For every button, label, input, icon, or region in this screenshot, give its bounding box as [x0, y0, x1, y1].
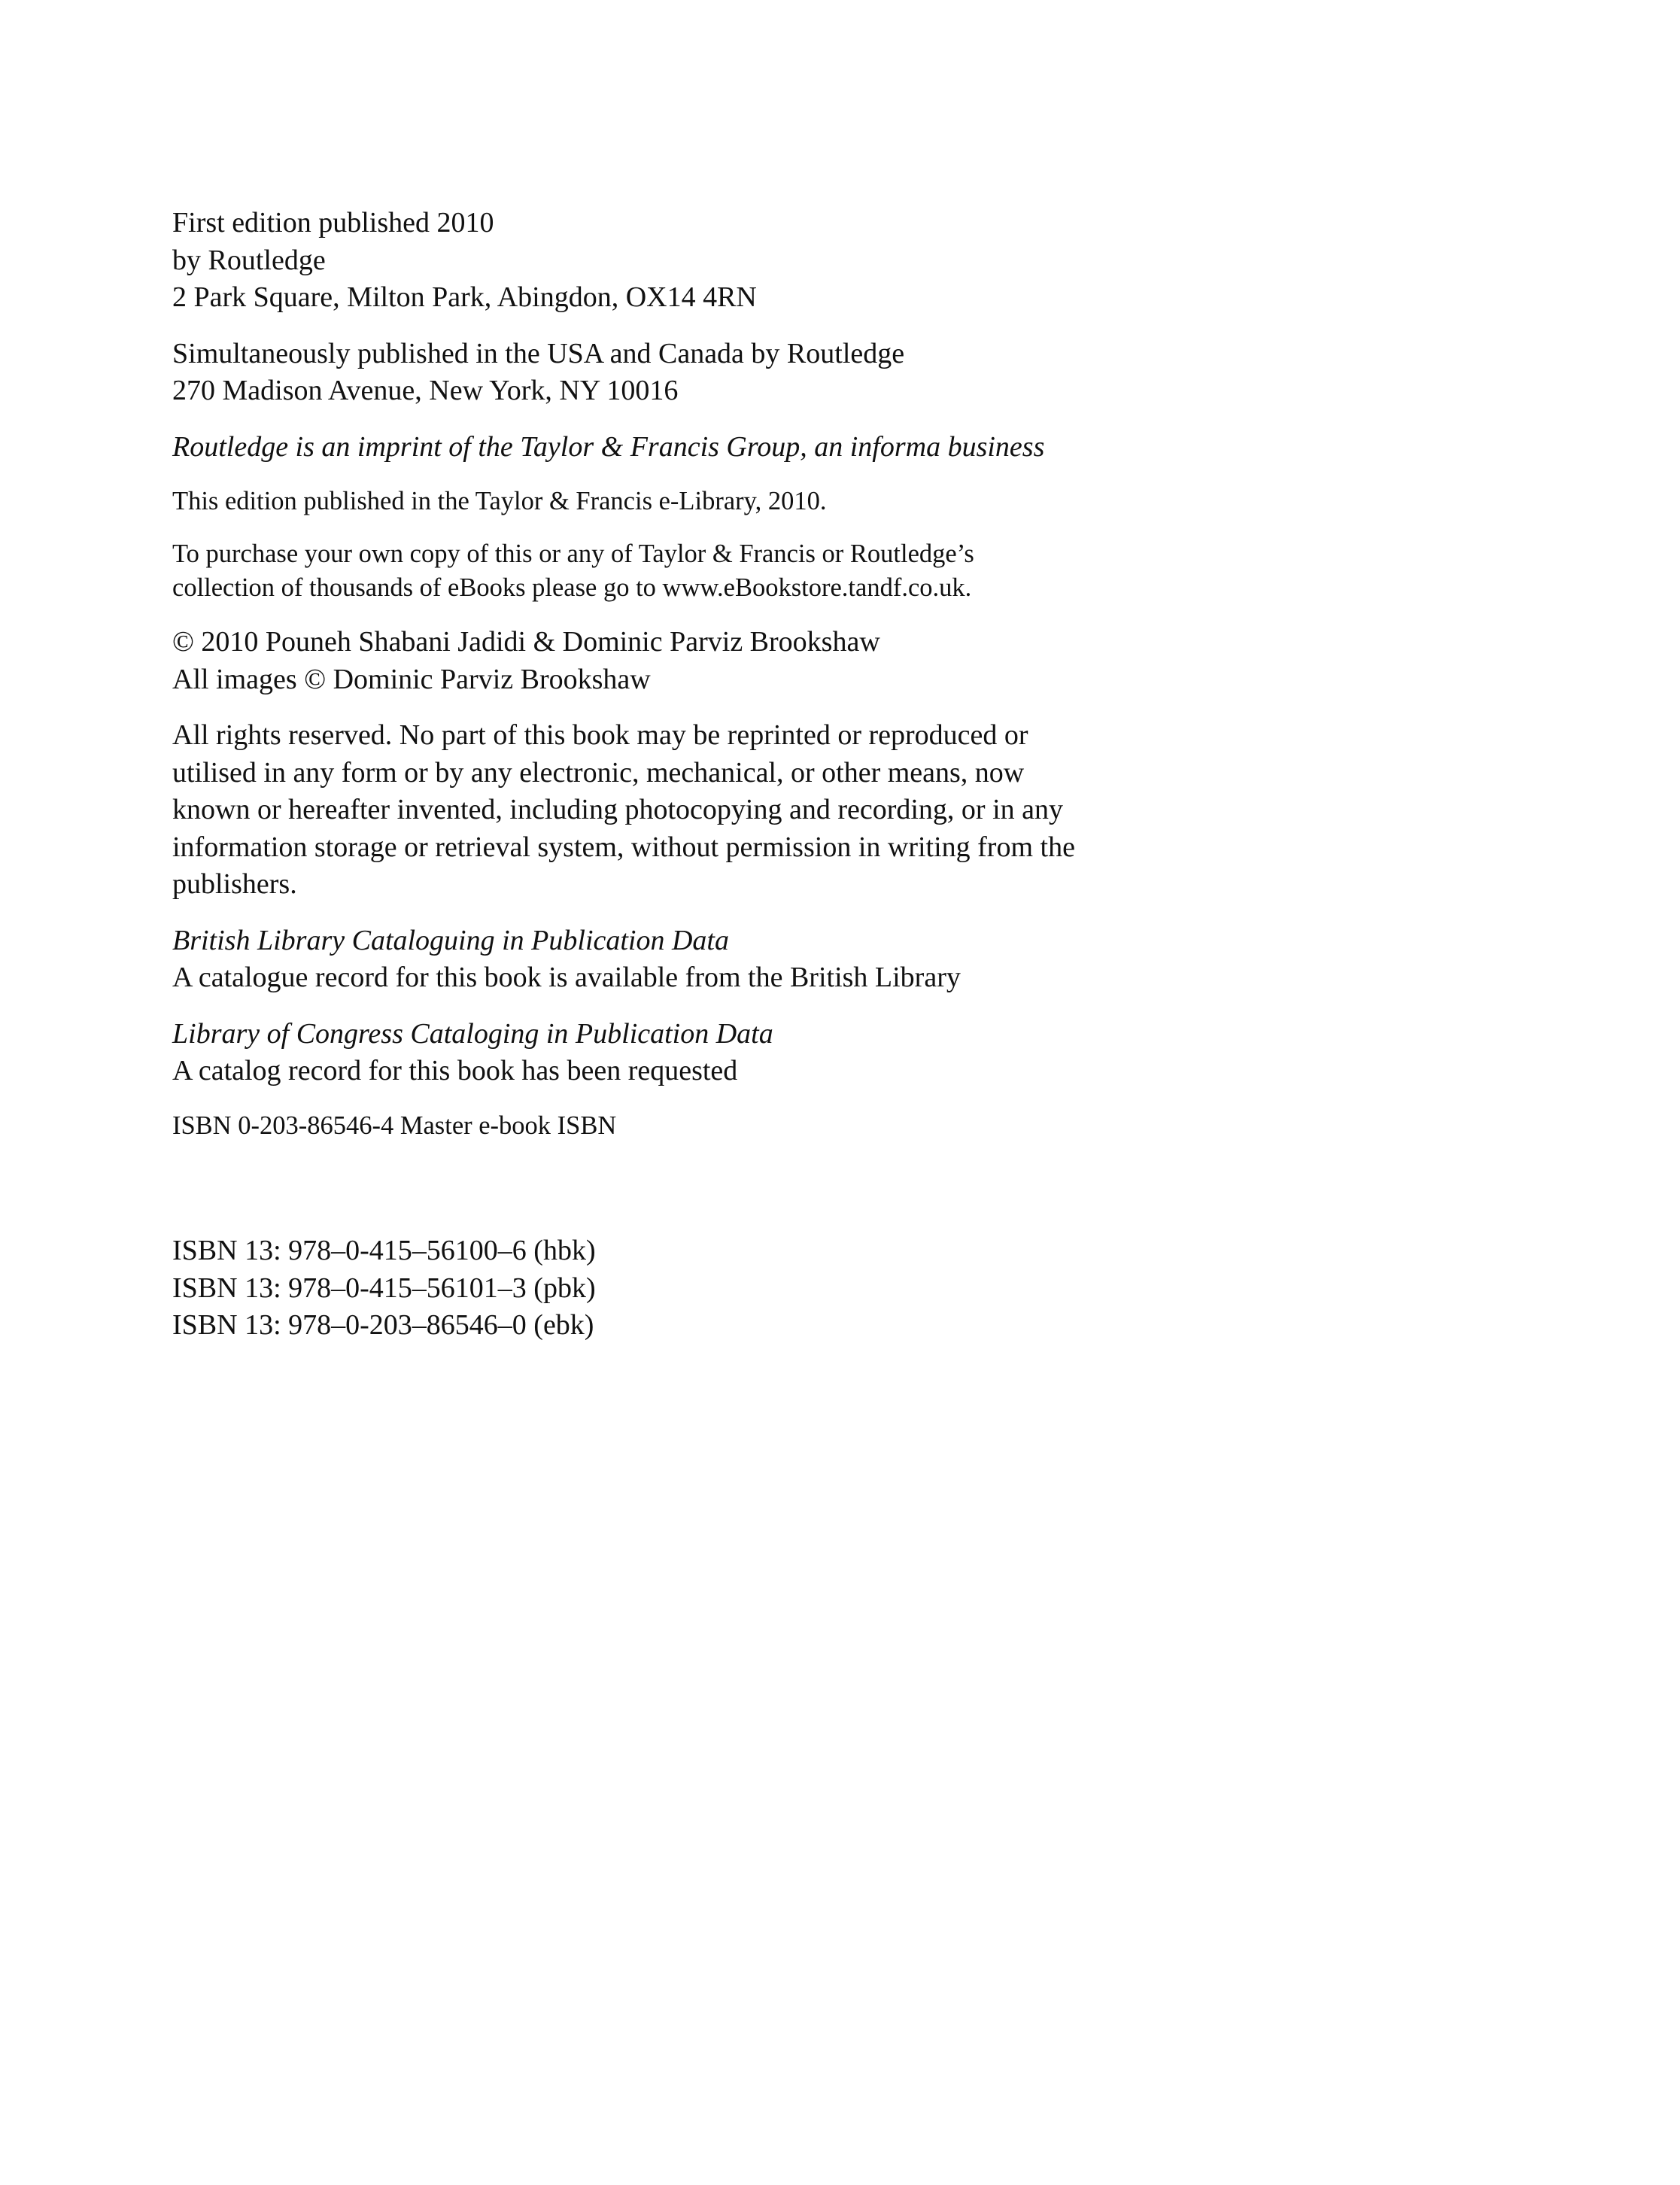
rights-line: known or hereafter invented, including photocopying and recording, or in any	[172, 794, 1063, 825]
library-of-congress-heading: Library of Congress Cataloging in Publication Data	[172, 1017, 773, 1050]
british-library-heading: British Library Cataloguing in Publication Data	[172, 924, 729, 956]
copyright-line: All images © Dominic Parviz Brookshaw	[172, 663, 651, 695]
isbn-list	[172, 1232, 596, 1345]
rights-statement	[172, 717, 1150, 904]
publication-info	[172, 205, 1150, 317]
rights-line: publishers.	[172, 868, 297, 900]
publication-line: 2 Park Square, Milton Park, Abingdon, OX14 4RN	[172, 281, 757, 313]
british-library-text: A catalogue record for this book is available from the British Library	[172, 962, 961, 993]
imprint-line: Routledge is an imprint of the Taylor & Francis Group, an informa business	[172, 430, 1045, 463]
rights-line: All rights reserved. No part of this book may be reprinted or reproduced or	[172, 719, 1028, 751]
isbn-line: ISBN 13: 978–0-415–56100–6 (hbk)	[172, 1235, 596, 1266]
isbn-line: ISBN 13: 978–0-203–86546–0 (ebk)	[172, 1309, 594, 1341]
rights-line: information storage or retrieval system, without permission in writing from the	[172, 831, 1075, 863]
publication-line: by Routledge	[172, 244, 326, 276]
elibrary-line: This edition published in the Taylor & Francis e-Library, 2010.	[172, 487, 827, 515]
isbn-line: ISBN 13: 978–0-415–56101–3 (pbk)	[172, 1272, 596, 1304]
master-isbn-line: ISBN 0-203-86546-4 Master e-book ISBN	[172, 1111, 617, 1140]
usa-line: Simultaneously published in the USA and Canada by Routledge	[172, 337, 905, 369]
library-of-congress-text: A catalog record for this book has been requested	[172, 1055, 738, 1086]
imprint-statement	[172, 429, 1150, 466]
rights-line: utilised in any form or by any electronic, mechanical, or other means, now	[172, 756, 1025, 789]
library-of-congress-cip	[172, 1016, 1150, 1090]
usa-line: 270 Madison Avenue, New York, NY 10016	[172, 375, 679, 406]
imprint-content	[172, 205, 1150, 1143]
master-isbn	[172, 1109, 1150, 1143]
purchase-line: To purchase your own copy of this or any of Taylor & Francis or Routledge’s	[172, 539, 974, 568]
copyright-line: © 2010 Pouneh Shabani Jadidi & Dominic Parviz Brookshaw	[172, 626, 880, 658]
purchase-line: collection of thousands of eBooks please go to www.eBookstore.tandf.co.uk.	[172, 573, 972, 602]
usa-publication-info	[172, 336, 1150, 410]
purchase-statement	[172, 537, 1150, 605]
copyright-notice	[172, 624, 1150, 698]
publication-line: First edition published 2010	[172, 207, 494, 239]
elibrary-statement	[172, 485, 1150, 518]
british-library-cip	[172, 922, 1150, 997]
